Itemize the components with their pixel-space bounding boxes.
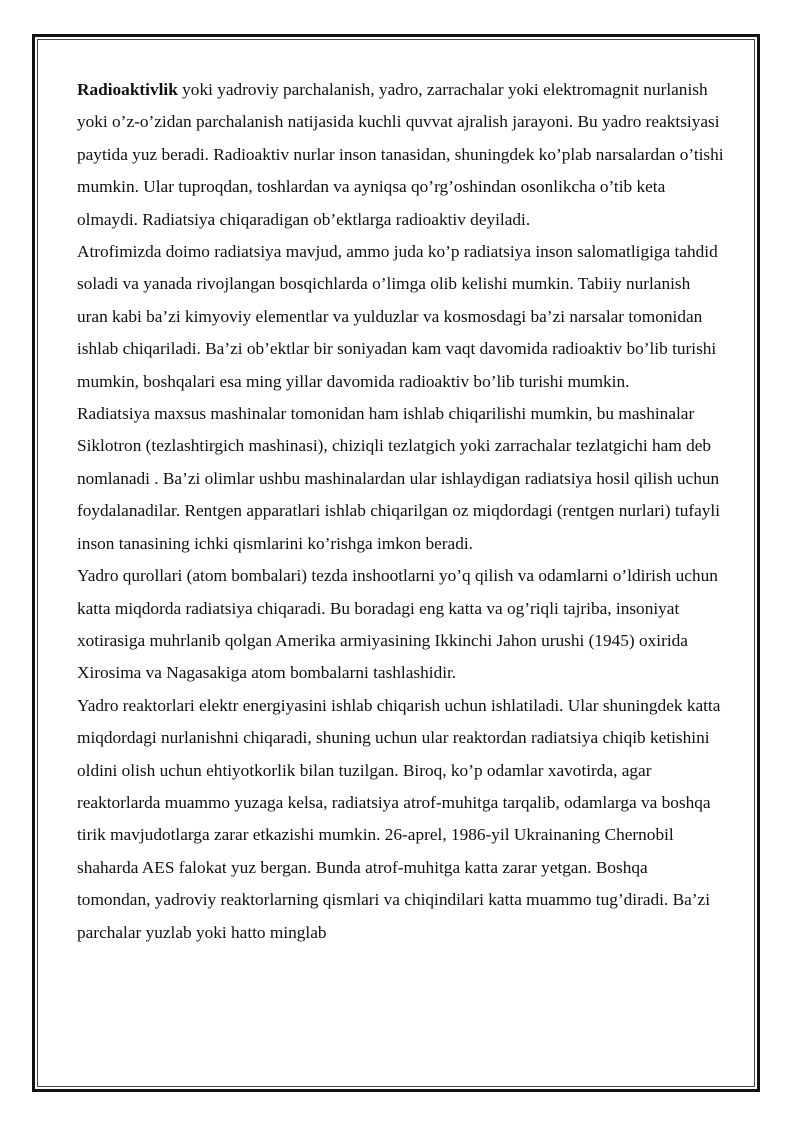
paragraph-5: Yadro reaktorlari elektr energiyasini ishlab chiqarish uchun ishlatiladi. Ular shuningdek katta miqdordagi nurlanishni chiqaradi, shuning uchun ular reaktordan radiatsiya chiqib ketishini oldini olish uchun ehtiyotkorlik bilan tuzilgan. Biroq, ko’p odamlar xavotirda, agar reaktorlarda muammo yuzaga kelsa, radiatsiya atrof-muhitga tarqalib, odamlarga va boshqa tirik mavjudotlarga zarar etkazishi mumkin. 26-aprel, 1986-yil Ukrainaning Chernobil shaharda AES falokat yuz bergan. Bunda atrof-muhitga katta zarar yetgan. Boshqa tomondan, yadroviy reaktorlarning qismlari va chiqindilari katta muammo tug’diradi. Ba’zi parchalar yuzlab yoki hatto minglab xyxy=(77,695,721,942)
term-radioaktivlik: Radioaktivlik xyxy=(77,80,178,99)
paragraph-1-text: yoki yadroviy parchalanish, yadro, zarrachalar yoki elektromagnit nurlanish yoki o’z-o’zidan parchalanish natijasida kuchli quvvat ajralish jarayoni. Bu yadro reaktsiyasi paytida yuz beradi. Radioaktiv nurlar inson tanasidan, shuningdek ko’plab narsalardan o’tishi mumkin. Ular tuproqdan, toshlardan va ayniqsa qo’rg’oshindan osonlikcha o’tib keta olmaydi. Radiatsiya chiqaradigan ob’ektlarga radioaktiv deyiladi. xyxy=(77,80,724,229)
document-body xyxy=(77,74,725,949)
paragraph-4: Yadro qurollari (atom bombalari) tezda inshootlarni yo’q qilish va odamlarni o’ldirish uchun katta miqdorda radiatsiya chiqaradi. Bu boradagi eng katta va og’riqli tajriba, insoniyat xotirasiga muhrlanib qolgan Amerika armiyasining Ikkinchi Jahon urushi (1945) oxirida Xirosima va Nagasakiga atom bombalarni tashlashidir. xyxy=(77,566,718,683)
paragraph-2: Atrofimizda doimo radiatsiya mavjud, ammo juda ko’p radiatsiya inson salomatligiga tahdid soladi va yanada rivojlangan bosqichlarda o’limga olib kelishi mumkin. Tabiiy nurlanish uran kabi ba’zi kimyoviy elementlar va yulduzlar va kosmosdagi ba’zi narsalar tomonidan ishlab chiqariladi. Ba’zi ob’ektlar bir soniyadan kam vaqt davomida radioaktiv bo’lib turishi mumkin, boshqalari esa ming yillar davomida radioaktiv bo’lib turishi mumkin. xyxy=(77,242,718,391)
paragraph-1 xyxy=(77,74,725,236)
paragraph-3: Radiatsiya maxsus mashinalar tomonidan ham ishlab chiqarilishi mumkin, bu mashinalar Siklotron (tezlashtirgich mashinasi), chiziqli tezlatgich yoki zarrachalar tezlatgichi ham deb nomlanadi . Ba’zi olimlar ushbu mashinalardan ular ishlaydigan radiatsiya hosil qilish uchun foydalanadilar. Rentgen apparatlari ishlab chiqarilgan oz miqdordagi (rentgen nurlari) tufayli inson tanasining ichki qismlarini ko’rishga imkon beradi. xyxy=(77,404,721,553)
